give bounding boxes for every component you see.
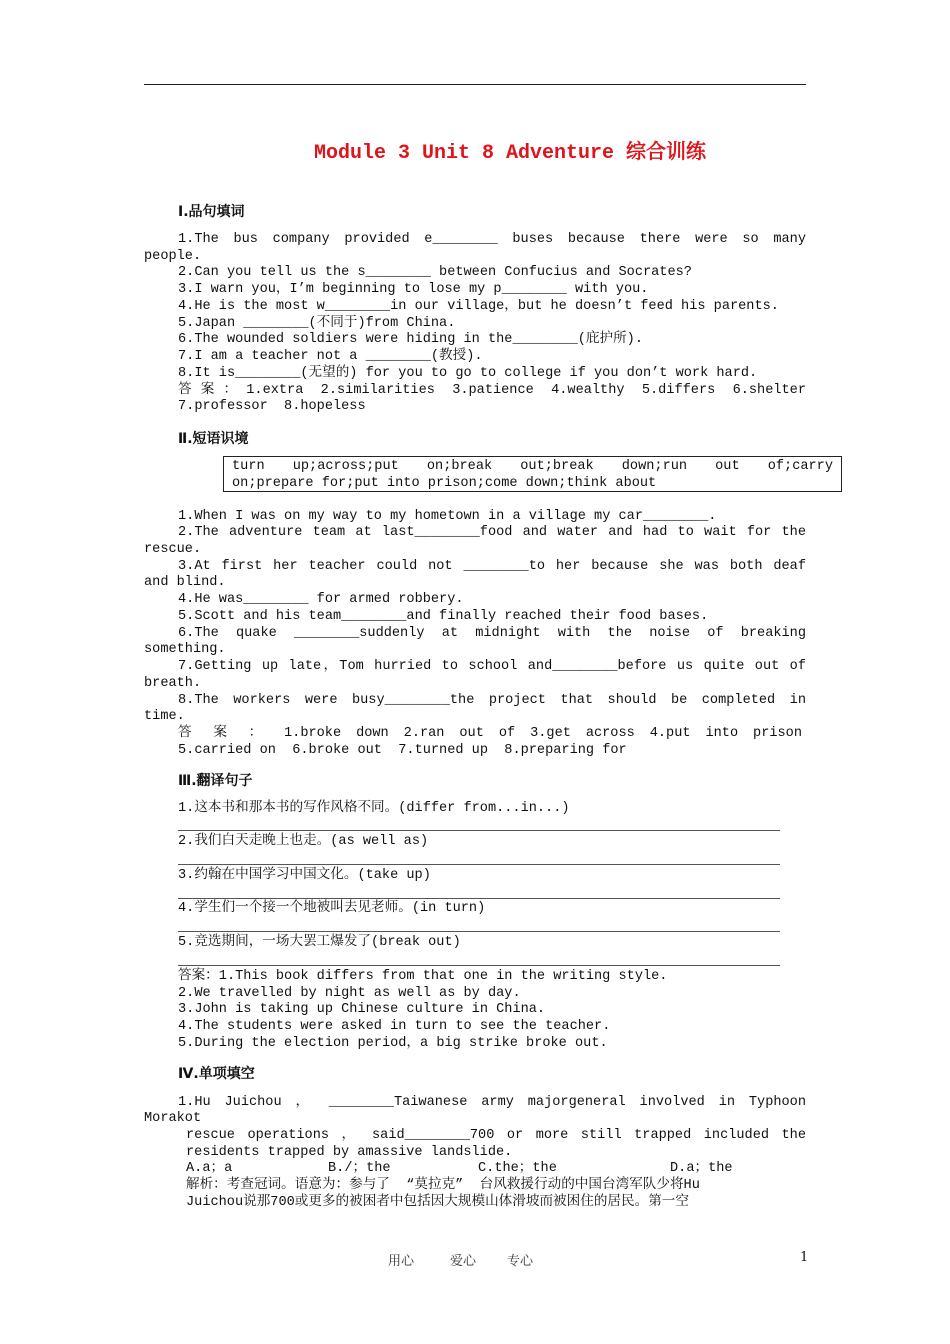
s3-answer-3: 3.John is taking up Chinese culture in China.	[178, 1002, 546, 1017]
s2-item-1: 1.When I was on my way to my hometown in a village my car________.	[178, 509, 717, 524]
option-c: C.the；the	[478, 1161, 557, 1176]
s1-item-2: 2.Can you tell us the s________ between Confucius and Socrates?	[178, 265, 692, 280]
s1-item-7: 7.I am a teacher not a ________(教授).	[178, 349, 483, 364]
s1-item-6: 6.The wounded soldiers were hiding in the________(庇护所).	[178, 332, 643, 347]
footer-text-1: 用心	[388, 1254, 415, 1269]
option-a: A.a；a	[186, 1161, 233, 1176]
footer-text-3: 专心	[507, 1254, 534, 1269]
phrase-box-line-1: turn up;across;put on;break out;break down;run out of;carry	[232, 459, 833, 474]
s3-answer-2: 2.We travelled by night as well as by day.	[178, 986, 521, 1001]
s2-item-6-cont: something.	[144, 642, 226, 657]
s1-item-8: 8.It is________(无望的) for you to go to college if you don’t work hard.	[178, 366, 758, 381]
s4-question-line-3: residents trapped by amassive landslide.	[186, 1145, 513, 1160]
s2-item-3-cont: and blind.	[144, 575, 226, 590]
answer-line	[178, 898, 780, 899]
s2-item-7-cont: breath.	[144, 676, 202, 691]
s3-answer-1: 答案：1.This book differs from that one in the writing style.	[178, 969, 668, 984]
s1-item-1-cont: people.	[144, 249, 202, 264]
answer-line	[178, 965, 780, 966]
s2-answer-line-2: 5.carried on 6.broke out 7.turned up 8.preparing for	[178, 743, 627, 758]
s2-item-8: 8.The workers were busy________the project that should be completed in	[178, 693, 806, 708]
s3-question-4: 4.学生们一个接一个地被叫去见老师。(in turn)	[178, 901, 486, 916]
option-b: B./；the	[328, 1161, 391, 1176]
s4-question-line-2: rescue operations ， said________700 or more still trapped included the	[186, 1128, 806, 1143]
s1-item-5: 5.Japan ________(不同于)from China.	[178, 316, 456, 331]
explanation-line-1: 解析：考查冠词。语意为：参与了 “莫拉克” 台风救援行动的中国台湾军队少将Hu	[186, 1178, 700, 1193]
s3-question-2: 2.我们白天走晚上也走。(as well as)	[178, 834, 429, 849]
answer-line	[178, 864, 780, 865]
s3-question-1: 1.这本书和那本书的写作风格不同。(differ from...in...)	[178, 801, 570, 816]
s2-item-3: 3.At first her teacher could not ________to her because she was both deaf	[178, 559, 806, 574]
s3-question-5: 5.竞选期间，一场大罢工爆发了(break out)	[178, 935, 461, 950]
footer-text-2: 爱心	[450, 1254, 477, 1269]
phrase-box-line-2: on;prepare for;put into prison;come down;think about	[232, 476, 657, 491]
s2-item-4: 4.He was________ for armed robbery.	[178, 592, 464, 607]
s2-answer-line-1: 答 案 ： 1.broke down 2.ran out of 3.get across 4.put into prison	[178, 726, 802, 741]
s1-answer-line-1: 答案：1.extra 2.similarities 3.patience 4.wealthy 5.differs 6.shelter	[178, 383, 806, 398]
s1-answer-line-2: 7.professor 8.hopeless	[178, 399, 366, 414]
s2-item-5: 5.Scott and his team________and finally reached their food bases.	[178, 609, 709, 624]
page-number: 1	[800, 1250, 809, 1265]
s3-answer-5: 5.During the election period，a big strike broke out.	[178, 1036, 608, 1051]
page-title: Module 3 Unit 8 Adventure 综合训练	[313, 142, 707, 165]
s2-item-2: 2.The adventure team at last________food and water and had to wait for the	[178, 525, 806, 540]
section-1-heading: Ⅰ.品句填词	[178, 204, 245, 220]
s3-answer-4: 4.The students were asked in turn to see the teacher.	[178, 1019, 611, 1034]
section-2-heading: Ⅱ.短语识境	[178, 431, 249, 447]
option-d: D.a；the	[670, 1161, 733, 1176]
s1-item-1: 1.The bus company provided e________ buses because there were so many	[178, 232, 806, 247]
explanation-line-2: Juichou说那700或更多的被困者中包括因大规模山体滑坡而被困住的居民。第一空	[186, 1195, 689, 1210]
s2-item-7: 7.Getting up late，Tom hurried to school and________before us quite out of	[178, 659, 806, 674]
s3-question-3: 3.约翰在中国学习中国文化。(take up)	[178, 868, 431, 883]
s1-item-3: 3.I warn you，I’m beginning to lose my p________ with you.	[178, 282, 649, 297]
s2-item-2-cont: rescue.	[144, 542, 202, 557]
s1-item-4: 4.He is the most w________in our village，but he doesn’t feed his parents.	[178, 299, 779, 314]
s4-question-line-1-cont: Morakot	[144, 1111, 202, 1126]
answer-line	[178, 830, 780, 831]
s4-question-line-1: 1.Hu Juichou ， ________Taiwanese army majorgeneral involved in Typhoon	[178, 1095, 806, 1110]
section-4-heading: Ⅳ.单项填空	[178, 1066, 255, 1082]
s2-item-6: 6.The quake ________suddenly at midnight with the noise of breaking	[178, 626, 806, 641]
header-rule	[144, 84, 806, 85]
section-3-heading: Ⅲ.翻译句子	[178, 773, 253, 789]
s2-item-8-cont: time.	[144, 709, 185, 724]
answer-line	[178, 931, 780, 932]
